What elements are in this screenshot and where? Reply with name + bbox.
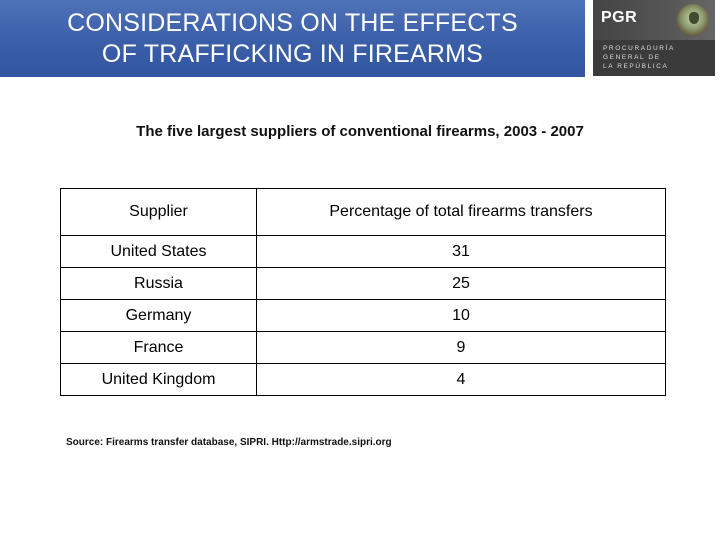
source-note: Source: Firearms transfer database, SIPRI. Http://armstrade.sipri.org [66,437,392,448]
percentage-cell: 31 [257,236,666,268]
supplier-cell: Russia [61,268,257,300]
supplier-cell: Germany [61,300,257,332]
table-row [61,300,666,332]
logo-org-name [603,44,711,71]
percentage-cell: 10 [257,300,666,332]
logo-org-line-3: LA REPÚBLICA [603,63,669,70]
logo-top-band [593,0,715,40]
table-row [61,268,666,300]
logo-org-line-2: GENERAL DE [603,54,661,61]
logo-acronym: PGR [601,9,638,26]
table-row [61,332,666,364]
supplier-cell: United Kingdom [61,364,257,396]
percentage-cell: 9 [257,332,666,364]
eagle-icon [689,12,699,24]
logo-org-line-1: PROCURADURÍA [603,45,675,52]
suppliers-table [60,188,666,396]
title-line-1: CONSIDERATIONS ON THE EFFECTS [67,9,518,37]
pgr-logo [593,0,715,76]
header-supplier: Supplier [61,189,257,236]
percentage-cell: 25 [257,268,666,300]
supplier-cell: France [61,332,257,364]
table-row [61,364,666,396]
table-row [61,236,666,268]
table-header-row [61,189,666,236]
page-title [0,8,585,70]
header-percentage: Percentage of total firearms transfers [257,189,666,236]
title-banner [0,0,585,77]
title-line-2: OF TRAFFICKING IN FIREARMS [101,40,484,68]
table-caption: The five largest suppliers of conventional firearms, 2003 - 2007 [136,123,584,140]
percentage-cell: 4 [257,364,666,396]
supplier-cell: United States [61,236,257,268]
